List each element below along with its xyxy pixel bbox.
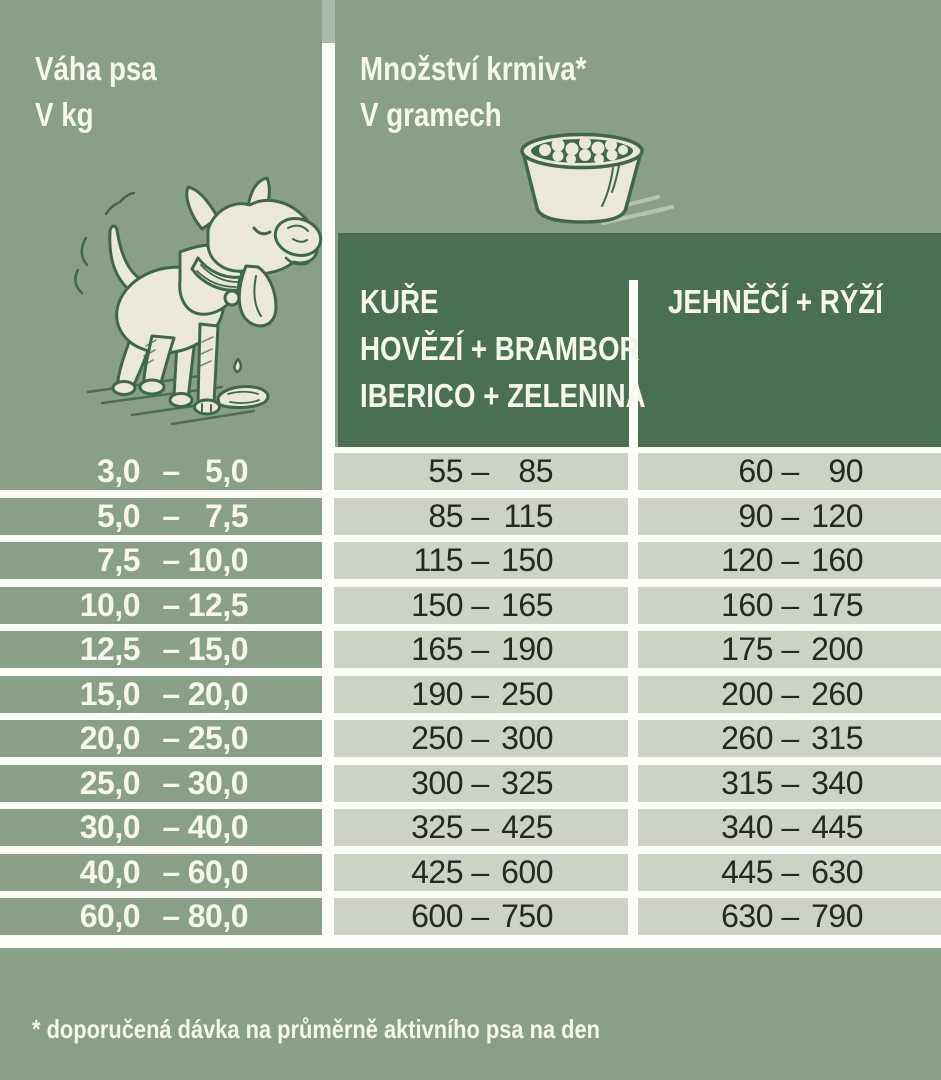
weight-range-cell	[0, 453, 322, 490]
amount-min: 150	[411, 587, 463, 623]
range-dash: –	[471, 631, 489, 667]
lamb-rice-amount-cell	[638, 676, 941, 713]
weight-min: 30,0	[79, 809, 140, 845]
amount-min: 260	[721, 720, 773, 756]
chicken-beef-amount-cell	[334, 676, 628, 713]
weight-header-title: Váha psa	[35, 50, 157, 87]
amount-max: 90	[828, 453, 863, 489]
range-dash: –	[471, 809, 489, 845]
range-dash: –	[471, 587, 489, 623]
weight-range-cell	[0, 676, 322, 713]
weight-min: 3,0	[97, 453, 140, 489]
amount-header-unit: V gramech	[360, 96, 502, 133]
amount-max: 300	[501, 720, 553, 756]
weight-header-unit: V kg	[35, 96, 94, 133]
lamb-rice-amount-cell	[638, 720, 941, 757]
weight-max: 12,5	[187, 587, 248, 623]
range-dash: –	[781, 854, 799, 890]
chicken-beef-amount-cell	[334, 720, 628, 757]
range-dash: –	[471, 765, 489, 801]
amount-max: 120	[811, 498, 863, 534]
amount-min: 190	[411, 676, 463, 712]
weight-max: 80,0	[187, 898, 248, 934]
range-dash: –	[781, 720, 799, 756]
chicken-beef-amount-cell	[334, 587, 628, 624]
range-dash: –	[781, 631, 799, 667]
range-dash: –	[162, 809, 180, 845]
range-dash: –	[471, 542, 489, 578]
range-dash: –	[781, 542, 799, 578]
column-header-chicken-beef-iberico	[360, 278, 646, 419]
table-row	[0, 676, 941, 713]
weight-range-cell	[0, 898, 322, 935]
range-dash: –	[162, 676, 180, 712]
lamb-rice-amount-cell	[638, 854, 941, 891]
amount-max: 165	[501, 587, 553, 623]
range-dash: –	[162, 453, 180, 489]
range-dash: –	[162, 898, 180, 934]
variant-label: IBERICO + ZELENINA	[360, 377, 646, 414]
amount-max: 150	[501, 542, 553, 578]
divider-faint-top	[322, 0, 335, 43]
amount-min: 175	[721, 631, 773, 667]
range-dash: –	[162, 765, 180, 801]
weight-range-cell	[0, 587, 322, 624]
table-row	[0, 898, 941, 935]
happy-dog-illustration	[50, 176, 350, 442]
amount-max: 115	[503, 498, 553, 534]
amount-min: 325	[411, 809, 463, 845]
range-dash: –	[781, 809, 799, 845]
range-dash: –	[781, 898, 799, 934]
range-dash: –	[162, 587, 180, 623]
chicken-beef-amount-cell	[334, 809, 628, 846]
amount-max: 160	[811, 542, 863, 578]
amount-min: 425	[411, 854, 463, 890]
weight-max: 25,0	[187, 720, 248, 756]
amount-max: 315	[811, 720, 863, 756]
chicken-beef-amount-cell	[334, 898, 628, 935]
range-dash: –	[162, 498, 180, 534]
variant-label: KUŘE	[360, 283, 439, 320]
weight-range-cell	[0, 809, 322, 846]
weight-max: 60,0	[187, 854, 248, 890]
amount-max: 175	[811, 587, 863, 623]
weight-header	[35, 46, 157, 138]
weight-range-cell	[0, 765, 322, 802]
feeding-table-body	[0, 447, 941, 948]
lamb-rice-amount-cell	[638, 898, 941, 935]
lamb-rice-amount-cell	[638, 587, 941, 624]
range-dash: –	[471, 498, 489, 534]
weight-range-cell	[0, 542, 322, 579]
amount-min: 630	[721, 898, 773, 934]
lamb-rice-amount-cell	[638, 542, 941, 579]
amount-max: 425	[501, 809, 553, 845]
range-dash: –	[471, 854, 489, 890]
amount-min: 115	[413, 542, 463, 578]
amount-max: 750	[501, 898, 553, 934]
amount-max: 200	[811, 631, 863, 667]
amount-max: 600	[501, 854, 553, 890]
lamb-rice-amount-cell	[638, 765, 941, 802]
table-row	[0, 453, 941, 490]
weight-min: 5,0	[97, 498, 140, 534]
weight-range-cell	[0, 498, 322, 535]
amount-min: 250	[411, 720, 463, 756]
amount-max: 630	[811, 854, 863, 890]
weight-range-cell	[0, 720, 322, 757]
range-dash: –	[162, 720, 180, 756]
weight-max: 20,0	[187, 676, 248, 712]
amount-min: 300	[411, 765, 463, 801]
table-row	[0, 854, 941, 891]
range-dash: –	[781, 765, 799, 801]
table-row	[0, 587, 941, 624]
weight-range-cell	[0, 631, 322, 668]
table-row	[0, 720, 941, 757]
table-row	[0, 498, 941, 535]
weight-min: 7,5	[97, 542, 140, 578]
amount-min: 90	[738, 498, 773, 534]
weight-min: 20,0	[79, 720, 140, 756]
range-dash: –	[781, 587, 799, 623]
amount-min: 120	[721, 542, 773, 578]
amount-min: 60	[738, 453, 773, 489]
weight-max: 15,0	[187, 631, 248, 667]
amount-max: 260	[811, 676, 863, 712]
weight-min: 15,0	[79, 676, 140, 712]
amount-min: 200	[721, 676, 773, 712]
weight-min: 40,0	[79, 854, 140, 890]
range-dash: –	[781, 498, 799, 534]
weight-range-cell	[0, 854, 322, 891]
range-dash: –	[162, 631, 180, 667]
chicken-beef-amount-cell	[334, 453, 628, 490]
chicken-beef-amount-cell	[334, 498, 628, 535]
dog-food-bowl-icon	[495, 122, 675, 227]
amount-min: 85	[428, 498, 463, 534]
amount-max: 250	[501, 676, 553, 712]
weight-max: 40,0	[187, 809, 248, 845]
range-dash: –	[471, 453, 489, 489]
amount-header-title: Množství krmiva*	[360, 50, 587, 87]
chicken-beef-amount-cell	[334, 542, 628, 579]
table-row	[0, 765, 941, 802]
weight-min: 10,0	[79, 587, 140, 623]
product-header-band	[338, 233, 941, 447]
weight-min: 25,0	[79, 765, 140, 801]
chicken-beef-amount-cell	[334, 631, 628, 668]
chicken-beef-amount-cell	[334, 765, 628, 802]
range-dash: –	[471, 676, 489, 712]
chicken-beef-amount-cell	[334, 854, 628, 891]
amount-max: 790	[811, 898, 863, 934]
weight-max: 10,0	[187, 542, 248, 578]
lamb-rice-amount-cell	[638, 498, 941, 535]
amount-min: 445	[721, 854, 773, 890]
footnote: * doporučená dávka na průměrně aktivního psa na den	[32, 1014, 600, 1044]
amount-min: 600	[411, 898, 463, 934]
amount-max: 85	[518, 453, 553, 489]
range-dash: –	[471, 898, 489, 934]
range-dash: –	[162, 542, 180, 578]
weight-min: 12,5	[79, 631, 140, 667]
lamb-rice-amount-cell	[638, 631, 941, 668]
range-dash: –	[781, 676, 799, 712]
variant-label: HOVĚZÍ + BRAMBOR	[360, 330, 640, 367]
table-row	[0, 542, 941, 579]
table-row	[0, 809, 941, 846]
weight-max: 30,0	[187, 765, 248, 801]
lamb-rice-amount-cell	[638, 809, 941, 846]
range-dash: –	[781, 453, 799, 489]
amount-max: 445	[811, 809, 863, 845]
weight-min: 60,0	[79, 898, 140, 934]
range-dash: –	[162, 854, 180, 890]
amount-max: 340	[811, 765, 863, 801]
amount-max: 190	[501, 631, 553, 667]
range-dash: –	[471, 720, 489, 756]
amount-min: 340	[721, 809, 773, 845]
amount-min: 165	[411, 631, 463, 667]
variant-label: JEHNĚČÍ + RÝŽÍ	[668, 283, 883, 320]
column-header-lamb-rice	[668, 278, 883, 325]
weight-max: 5,0	[205, 453, 248, 489]
amount-min: 315	[721, 765, 773, 801]
amount-min: 55	[428, 453, 463, 489]
amount-max: 325	[501, 765, 553, 801]
weight-max: 7,5	[205, 498, 248, 534]
table-row	[0, 631, 941, 668]
amount-min: 160	[721, 587, 773, 623]
lamb-rice-amount-cell	[638, 453, 941, 490]
